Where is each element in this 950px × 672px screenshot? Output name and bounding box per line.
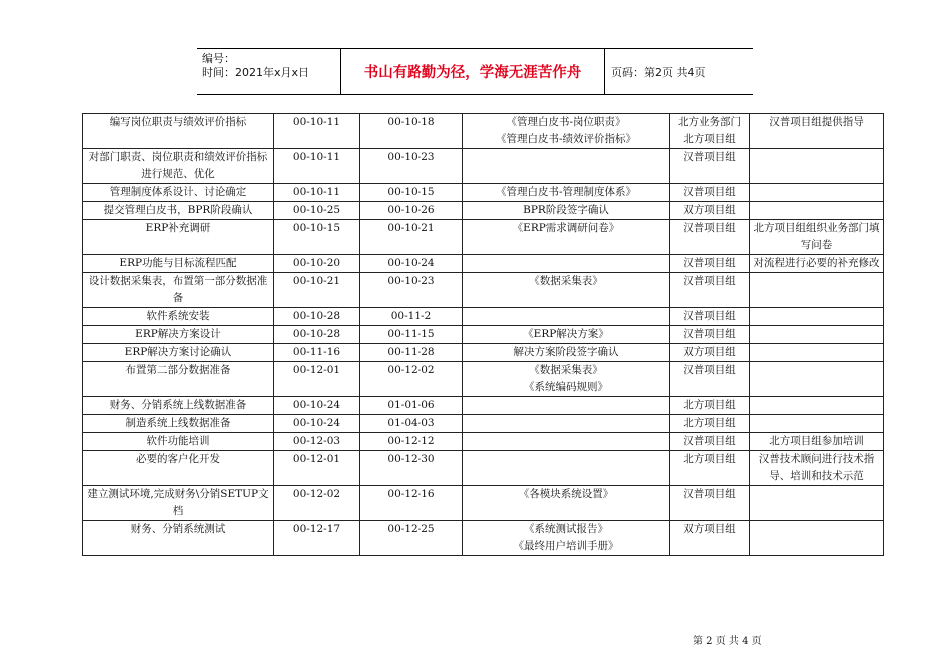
end-date-cell: 00-10-18 [360,114,463,149]
note-cell [750,149,884,184]
start-date-cell: 00-10-11 [274,114,360,149]
note-cell [750,344,884,362]
note-cell [750,202,884,220]
table-row [83,149,884,184]
deliverable-cell [463,415,670,433]
table-row [83,326,884,344]
deliverable-cell [463,202,670,220]
table-row [83,451,884,486]
table-row [83,397,884,415]
owner-cell-line: 北方项目组 [683,399,736,411]
owner-cell [670,255,750,273]
deliverable-cell [463,362,670,397]
note-cell [750,521,884,556]
end-date-cell: 00-12-16 [360,486,463,521]
start-date-cell: 00-10-21 [274,273,360,308]
document-time-label: 时间：2021年x月x日 [202,66,310,79]
deliverable-cell [463,149,670,184]
task-cell: 建立测试环境,完成财务\分销SETUP文档 [83,486,274,521]
deliverable-cell-line: 《管理白皮书-岗位职责》 [506,116,626,128]
header-left [197,49,340,94]
header-motto: 书山有路勤为径，学海无涯苦作舟 [340,49,605,94]
table-row [83,486,884,521]
owner-cell-line: 汉普项目组 [683,275,736,287]
start-date-cell: 00-10-11 [274,184,360,202]
task-cell: 提交管理白皮书，BPR阶段确认 [83,202,274,220]
deliverable-cell-line: 《管理白皮书-管理制度体系》 [495,186,637,198]
owner-cell [670,451,750,486]
deliverable-cell [463,397,670,415]
end-date-cell: 00-12-30 [360,451,463,486]
owner-cell-line: 汉普项目组 [683,488,736,500]
owner-cell-line: 双方项目组 [683,346,736,358]
header-page-number: 页码：第2页 共4页 [611,65,706,79]
page-header [197,48,753,95]
task-cell: 设计数据采集表，布置第一部分数据准备 [83,273,274,308]
owner-cell [670,220,750,255]
owner-cell [670,521,750,556]
task-cell: 软件系统安装 [83,308,274,326]
owner-cell [670,273,750,308]
owner-cell-line: 汉普项目组 [683,310,736,322]
deliverable-cell [463,344,670,362]
owner-cell [670,308,750,326]
note-cell: 汉普技术顾问进行技术指导、培训和技术示范 [750,451,884,486]
deliverable-cell-line: 《数据采集表》 [529,275,603,287]
deliverable-cell [463,433,670,451]
owner-cell-line: 汉普项目组 [683,222,736,234]
end-date-cell: 00-11-28 [360,344,463,362]
owner-cell-line: 汉普项目组 [683,151,736,163]
task-cell: ERP解决方案讨论确认 [83,344,274,362]
note-cell [750,273,884,308]
owner-cell [670,326,750,344]
deliverable-cell-line: 《最终用户培训手册》 [513,540,619,552]
deliverable-cell-line: 《系统编码规则》 [524,381,608,393]
start-date-cell: 00-10-20 [274,255,360,273]
table-row [83,202,884,220]
start-date-cell: 00-11-16 [274,344,360,362]
owner-cell [670,486,750,521]
end-date-cell: 01-04-03 [360,415,463,433]
start-date-cell: 00-10-24 [274,415,360,433]
end-date-cell: 00-10-21 [360,220,463,255]
deliverable-cell-line: 《系统测试报告》 [524,523,608,535]
start-date-cell: 00-10-28 [274,326,360,344]
deliverable-cell-line: BPR阶段签字确认 [523,204,609,216]
owner-cell-line: 汉普项目组 [683,328,736,340]
owner-cell [670,415,750,433]
task-cell: 布置第二部分数据准备 [83,362,274,397]
owner-cell-line: 汉普项目组 [683,435,736,447]
owner-cell-line: 双方项目组 [683,523,736,535]
project-plan-table [82,113,884,556]
task-cell: 财务、分销系统上线数据准备 [83,397,274,415]
table-row [83,220,884,255]
table-row [83,362,884,397]
owner-cell-line: 汉普项目组 [683,257,736,269]
end-date-cell: 00-11-2 [360,308,463,326]
page-footer: 第 2 页 共 4 页 [693,636,762,647]
note-cell [750,397,884,415]
end-date-cell: 00-12-02 [360,362,463,397]
end-date-cell: 00-10-26 [360,202,463,220]
table-row [83,415,884,433]
start-date-cell: 00-12-17 [274,521,360,556]
note-cell [750,308,884,326]
deliverable-cell-line: 《ERP解决方案》 [523,328,609,340]
owner-cell-line: 双方项目组 [683,204,736,216]
deliverable-cell-line: 《数据采集表》 [529,364,603,376]
deliverable-cell-line: 《管理白皮书-绩效评价指标》 [495,133,637,145]
start-date-cell: 00-10-11 [274,149,360,184]
start-date-cell: 00-12-01 [274,362,360,397]
end-date-cell: 00-12-12 [360,433,463,451]
deliverable-cell [463,521,670,556]
owner-cell-line: 汉普项目组 [683,364,736,376]
deliverable-cell-line: 《各模块系统设置》 [518,488,614,500]
document-number-label: 编号： [202,52,235,65]
task-cell: 财务、分销系统测试 [83,521,274,556]
task-cell: 软件功能培训 [83,433,274,451]
note-cell: 对流程进行必要的补充修改 [750,255,884,273]
deliverable-cell [463,486,670,521]
table-row [83,255,884,273]
start-date-cell: 00-12-01 [274,451,360,486]
owner-cell-line: 汉普项目组 [683,186,736,198]
table-row [83,184,884,202]
owner-cell-line: 北方项目组 [683,133,736,145]
deliverable-cell [463,451,670,486]
table-row [83,521,884,556]
task-cell: ERP功能与目标流程匹配 [83,255,274,273]
owner-cell-line: 北方项目组 [683,417,736,429]
note-cell: 汉普项目组提供指导 [750,114,884,149]
task-cell: 必要的客户化开发 [83,451,274,486]
deliverable-cell-line: 《ERP需求调研问卷》 [512,222,620,234]
note-cell [750,184,884,202]
owner-cell [670,114,750,149]
end-date-cell: 00-10-23 [360,149,463,184]
table-row [83,344,884,362]
end-date-cell: 00-12-25 [360,521,463,556]
task-cell: 制造系统上线数据准备 [83,415,274,433]
owner-cell [670,184,750,202]
deliverable-cell-line: 解决方案阶段签字确认 [513,346,619,358]
deliverable-cell [463,114,670,149]
end-date-cell: 00-11-15 [360,326,463,344]
task-cell: 管理制度体系设计、讨论确定 [83,184,274,202]
start-date-cell: 00-12-03 [274,433,360,451]
owner-cell [670,433,750,451]
deliverable-cell [463,220,670,255]
owner-cell-line: 北方业务部门 [678,116,741,128]
table-row [83,114,884,149]
task-cell: 编写岗位职责与绩效评价指标 [83,114,274,149]
owner-cell-line: 北方项目组 [683,453,736,465]
owner-cell [670,344,750,362]
start-date-cell: 00-12-02 [274,486,360,521]
deliverable-cell [463,255,670,273]
note-cell [750,486,884,521]
task-cell: 对部门职责、岗位职责和绩效评价指标进行规范、优化 [83,149,274,184]
note-cell [750,326,884,344]
end-date-cell: 00-10-15 [360,184,463,202]
end-date-cell: 00-10-23 [360,273,463,308]
table-row [83,273,884,308]
owner-cell [670,397,750,415]
task-cell: ERP补充调研 [83,220,274,255]
start-date-cell: 00-10-15 [274,220,360,255]
deliverable-cell [463,326,670,344]
start-date-cell: 00-10-28 [274,308,360,326]
deliverable-cell [463,273,670,308]
start-date-cell: 00-10-24 [274,397,360,415]
table-row [83,308,884,326]
deliverable-cell [463,308,670,326]
owner-cell [670,149,750,184]
note-cell [750,362,884,397]
deliverable-cell [463,184,670,202]
table-row [83,433,884,451]
end-date-cell: 01-01-06 [360,397,463,415]
note-cell: 北方项目组组织业务部门填写问卷 [750,220,884,255]
start-date-cell: 00-10-25 [274,202,360,220]
owner-cell [670,202,750,220]
task-cell: ERP解决方案设计 [83,326,274,344]
note-cell [750,415,884,433]
end-date-cell: 00-10-24 [360,255,463,273]
note-cell: 北方项目组参加培训 [750,433,884,451]
owner-cell [670,362,750,397]
